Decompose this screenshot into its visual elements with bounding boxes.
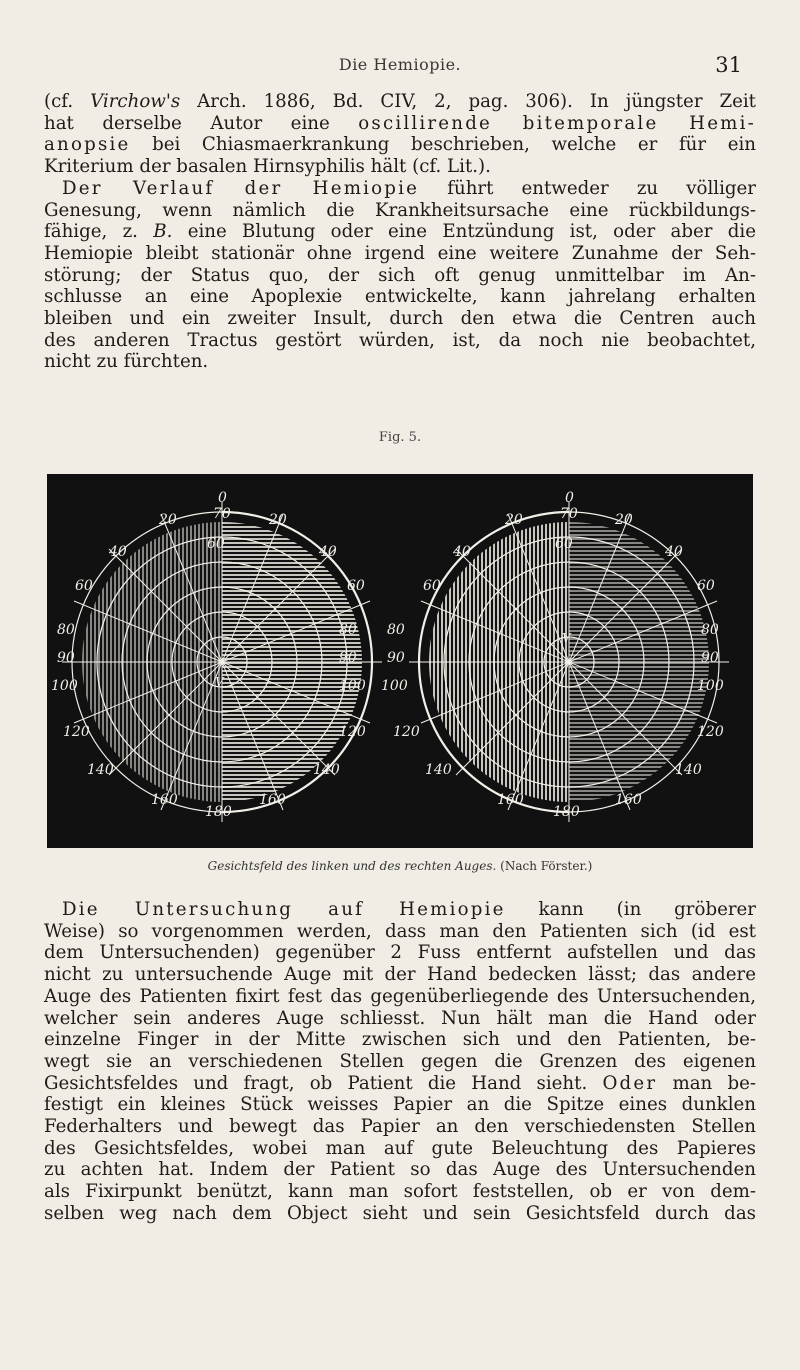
visual-field-figure	[47, 474, 753, 848]
running-title: Die Hemiopie.	[338, 55, 462, 74]
scale-label: 60	[423, 578, 441, 594]
scale-label: 120	[697, 724, 724, 740]
text-line: Hemiopie bleibt stationär ohne irgend eine weitere Zunahme der Seh-	[44, 242, 756, 264]
center-mark: V	[215, 675, 224, 689]
scale-label: 80	[701, 622, 719, 638]
text-line: einzelne Finger in der Mitte zwischen sich und den Patienten, be-	[44, 1029, 756, 1051]
scale-label: 40	[453, 544, 471, 560]
scale-label: 160	[497, 792, 524, 808]
figure-label: Fig. 5.	[378, 430, 422, 445]
scale-label: 100	[697, 678, 724, 694]
scale-label: 100	[51, 678, 78, 694]
scale-label: 120	[339, 724, 366, 740]
text-line: Federhalters und bewegt das Papier an den verschiedensten Stellen	[44, 1116, 756, 1138]
text-line: Auge des Patienten fixirt fest das gegenüberliegende des Untersuchenden,	[44, 985, 756, 1007]
scale-label: 160	[259, 792, 286, 808]
scale-label: 60	[75, 578, 93, 594]
text-line: nicht zu untersuchende Auge mit der Hand bedecken lässt; das andere	[44, 964, 756, 986]
text-line: anopsie bei Chiasmaerkrankung beschrieben, welche er für ein	[44, 134, 756, 156]
text-line: Genesung, wenn nämlich die Krankheitsursache eine rückbildungs-	[44, 199, 756, 221]
scale-label: 20	[505, 512, 523, 528]
scale-label: 100	[339, 678, 366, 694]
figure-caption	[0, 859, 800, 873]
visual-field-chart	[47, 474, 753, 848]
scale-label: 160	[151, 792, 178, 808]
text-line: dem Untersuchenden) gegenüber 2 Fuss entfernt aufstellen und das	[44, 942, 756, 964]
text-line: störung; der Status quo, der sich oft genug unmittelbar im An-	[44, 264, 756, 286]
scale-label: 80	[387, 622, 405, 638]
text-line: Die Untersuchung auf Hemiopie kann (in gröberer	[62, 899, 757, 920]
scale-label: 120	[63, 724, 90, 740]
scale-label-bottom: 180	[553, 804, 580, 820]
scale-label: 160	[615, 792, 642, 808]
text-line: Der Verlauf der Hemiopie führt entweder zu völliger	[62, 177, 757, 199]
scale-label: 80	[57, 622, 75, 638]
text-line: nicht zu fürchten.	[44, 351, 209, 373]
scale-label: 70	[213, 506, 231, 522]
scale-label: 80	[339, 622, 357, 638]
page-number: 31	[715, 53, 742, 77]
scale-label: 40	[319, 544, 337, 560]
text-line: Weise) so vorgenommen werden, dass man den Patienten sich (id est	[44, 920, 756, 942]
text-line: selben weg nach dem Object sieht und sein Gesichtsfeld durch das	[44, 1202, 756, 1224]
scale-label: 120	[393, 724, 420, 740]
text-line: Kriterium der basalen Hirnsyphilis hält (cf. Lit.).	[44, 156, 491, 178]
text-line: zu achten hat. Indem der Patient so das Auge des Untersuchenden	[44, 1159, 756, 1181]
scale-label: 100	[381, 678, 408, 694]
center-mark: V	[562, 631, 571, 645]
text-line: fähige, z. B. eine Blutung oder eine Entzündung ist, oder aber die	[44, 221, 756, 243]
scale-label: 20	[159, 512, 177, 528]
text-line: des anderen Tractus gestört würden, ist, da noch nie beobachtet,	[44, 329, 756, 351]
text-line: (cf. Virchow's Arch. 1886, Bd. CIV, 2, pag. 306). In jüngster Zeit	[44, 91, 756, 112]
scale-label: 90	[339, 650, 357, 666]
scale-label-top-right: 0	[565, 490, 574, 506]
scale-label: 60	[207, 536, 225, 552]
caption-text: Gesichtsfeld des linken und des rechten Auges.	[207, 859, 497, 873]
text-line: festigt ein kleines Stück weisses Papier an die Spitze eines dunklen	[44, 1094, 756, 1116]
scale-label: 60	[697, 578, 715, 594]
page-header	[0, 55, 800, 81]
scale-label: 20	[615, 512, 633, 528]
scale-label: 90	[701, 650, 719, 666]
text-line: als Fixirpunkt benützt, kann man sofort feststellen, ob er von dem-	[44, 1181, 756, 1203]
scale-label: 40	[665, 544, 683, 560]
scale-label: 90	[387, 650, 405, 666]
paragraph-1	[44, 91, 756, 373]
text-line: Gesichtsfeldes und fragt, ob Patient die Hand sieht. Oder man be-	[44, 1072, 756, 1094]
scale-label: 60	[555, 536, 573, 552]
scale-label: 70	[560, 506, 578, 522]
scale-label: 40	[109, 544, 127, 560]
text-line: schlusse an eine Apoplexie entwickelte, kann jahrelang erhalten	[44, 286, 756, 308]
scale-label-bottom: 180	[205, 804, 232, 820]
caption-source: (Nach Förster.)	[500, 859, 593, 873]
scale-label: 60	[347, 578, 365, 594]
scale-label: 140	[425, 762, 452, 778]
text-line: welcher sein anderes Auge schliesst. Nun hält man die Hand oder	[44, 1007, 756, 1029]
paragraph-2	[44, 899, 756, 1225]
text-line: wegt sie an verschiedenen Stellen gegen die Grenzen des eigenen	[44, 1050, 756, 1072]
scale-label: 90	[57, 650, 75, 666]
text-line: bleiben und ein zweiter Insult, durch den etwa die Centren auch	[44, 308, 756, 330]
scale-label: 140	[675, 762, 702, 778]
scale-label-top-left: 0	[218, 490, 227, 506]
text-line: hat derselbe Autor eine oscillirende bitemporale Hemi-	[44, 112, 756, 134]
scale-label: 140	[313, 762, 340, 778]
scale-label: 140	[87, 762, 114, 778]
text-line: des Gesichtsfeldes, wobei man auf gute Beleuchtung des Papieres	[44, 1137, 756, 1159]
scale-label: 20	[269, 512, 287, 528]
